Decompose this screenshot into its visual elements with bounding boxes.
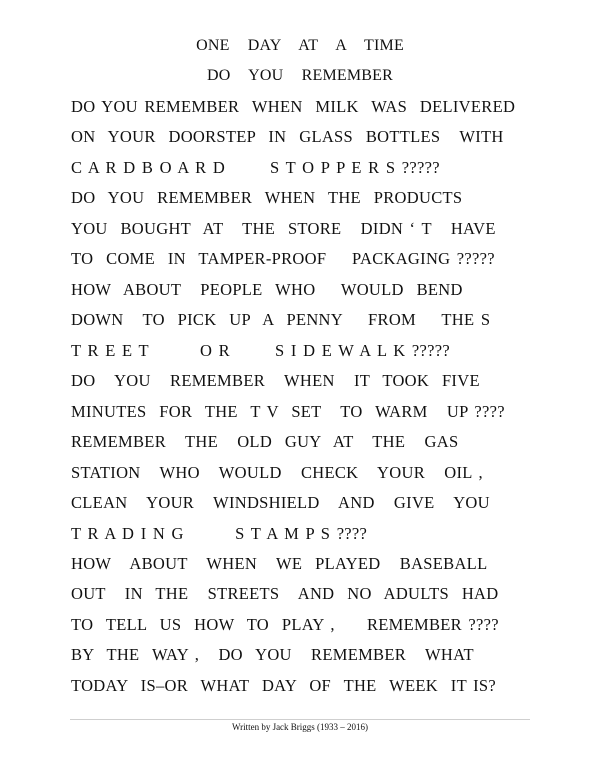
poem-title: ONE DAY AT A TIME [196,37,404,54]
poem-line: T R A D I N G S T A M P S ???? [71,524,368,543]
poem-line: DO YOU REMEMBER WHEN THE PRODUCTS [71,188,463,207]
author-credit: Written by Jack Briggs (1933 – 2016) [231,722,369,732]
poem-line: TO TELL US HOW TO PLAY , REMEMBER ???? [71,615,499,634]
poem-line: TODAY IS–OR WHAT DAY OF THE WEEK IT IS? [71,676,496,695]
poem-line: ON YOUR DOORSTEP IN GLASS BOTTLES WITH [71,127,504,146]
poem-subtitle: DO YOU REMEMBER [207,67,393,84]
poem-line: CLEAN YOUR WINDSHIELD AND GIVE YOU [71,493,490,512]
poem-line: DO YOU REMEMBER WHEN MILK WAS DELIVERED [71,97,516,116]
poem-line: OUT IN THE STREETS AND NO ADULTS HAD [71,584,499,603]
poem-line: BY THE WAY , DO YOU REMEMBER WHAT [71,645,474,664]
footer-divider [70,719,530,720]
poem-line: DO YOU REMEMBER WHEN IT TOOK FIVE [71,371,480,390]
poem-line: REMEMBER THE OLD GUY AT THE GAS [71,432,459,451]
poem-line: DOWN TO PICK UP A PENNY FROM THE S [71,310,491,329]
poem-line: T R E E T O R S I D E W A L K ????? [71,341,450,360]
poem-line: TO COME IN TAMPER-PROOF PACKAGING ????? [71,249,495,268]
poem-line: HOW ABOUT WHEN WE PLAYED BASEBALL [71,554,488,573]
poem-line: MINUTES FOR THE T V SET TO WARM UP ???? [71,402,505,421]
poem-line: STATION WHO WOULD CHECK YOUR OIL , [71,463,483,482]
poem-line: C A R D B O A R D S T O P P E R S ????? [71,158,440,177]
poem-line: HOW ABOUT PEOPLE WHO WOULD BEND [71,280,463,299]
poem-line: YOU BOUGHT AT THE STORE DIDN ‘ T HAVE [71,219,496,238]
